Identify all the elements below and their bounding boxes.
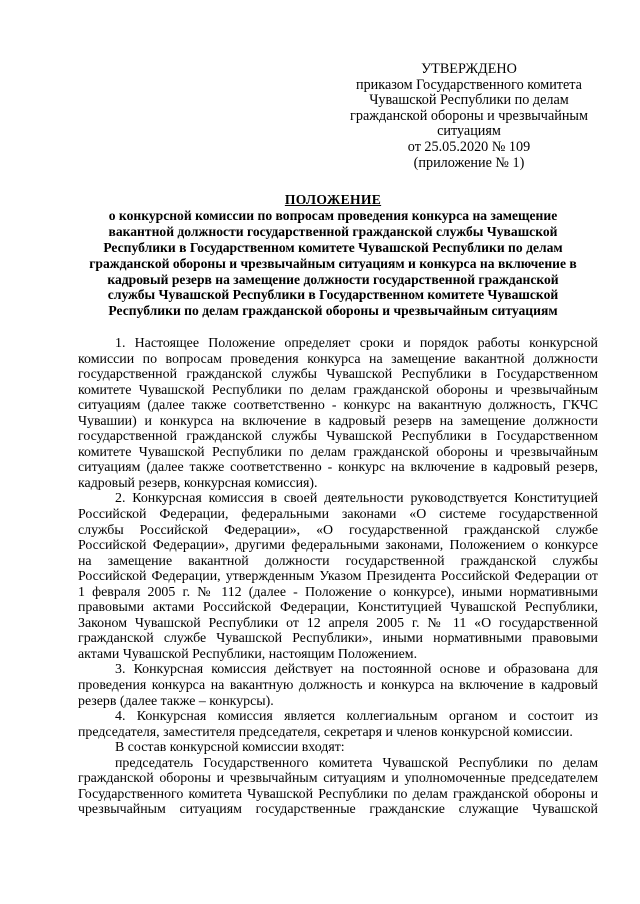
paragraph-2-line: Законом Чувашской Республики от 12 апреля 2005 г. № 11 «О государственной xyxy=(78,615,598,631)
approval-stamp xyxy=(338,62,600,171)
paragraph-3-line: резерв (далее также – конкурсы). xyxy=(78,693,274,709)
paragraph-2-line: Российской Федерации, утвержденным Указом Президента Российской Федерации от xyxy=(78,569,598,585)
document-title-block xyxy=(70,192,596,319)
paragraph-1-line: государственной гражданской службы Чувашской Республики в Государственном xyxy=(78,367,598,383)
title-line: кадровый резерв на замещение должности государственной гражданской xyxy=(107,271,559,287)
paragraph-2-line: службы Российской Федерации», «О государственной гражданской службе xyxy=(78,522,598,538)
paragraph-6-line: гражданской обороны и чрезвычайным ситуациям и уполномоченные председателем xyxy=(78,771,598,787)
title-line: вакантной должности государственной гражданской службы Чувашской xyxy=(108,223,558,239)
paragraph-6-line: председатель Государственного комитета Чувашской Республики по делам xyxy=(115,755,598,771)
approval-line: приказом Государственного комитета xyxy=(356,76,582,93)
document-body xyxy=(78,336,598,818)
paragraph-2-line: Российской Федерации», другими федеральными законами, Положением о конкурсе xyxy=(78,538,598,554)
paragraph-2-line: правовыми актами Российской Федерации, Конституцией Чувашской Республики, xyxy=(78,600,598,616)
approval-line: УТВЕРЖДЕНО xyxy=(421,61,517,77)
paragraph-3-line: проведения конкурса на вакантную должность и конкурса на включение в кадровый xyxy=(78,678,598,694)
title-line: Республики по делам гражданской обороны и чрезвычайным ситуациям xyxy=(108,303,558,319)
paragraph-6-line: чрезвычайным ситуациям государственные гражданские служащие Чувашской xyxy=(78,802,598,818)
paragraph-1-line: ситуациям (далее также соответственно - конкурс на вакантную должность, ГКЧС xyxy=(78,398,598,414)
paragraph-1-line: ситуациям (далее также соответственно - конкурс на включение в кадровый резерв, xyxy=(78,460,598,476)
paragraph-1-line: 1. Настоящее Положение определяет сроки и порядок работы конкурсной xyxy=(115,336,598,351)
paragraph-2-line: 2. Конкурсная комиссия в своей деятельности руководствуется Конституцией xyxy=(115,491,598,507)
paragraph-2-line: Российской Федерации, федеральными законами «О системе государственной xyxy=(78,507,598,523)
approval-line: от 25.05.2020 № 109 xyxy=(407,138,531,155)
document-title: ПОЛОЖЕНИЕ xyxy=(284,192,382,207)
paragraph-6-line: Государственного комитета Чувашской Республики по делам гражданской обороны и xyxy=(78,786,598,802)
paragraph-1-line: государственной гражданской службы Чувашской Республики в Государственном xyxy=(78,429,598,445)
paragraph-1-line: комитете Чувашской Республики по делам гражданской обороны и чрезвычайным xyxy=(78,382,598,398)
paragraph-1-line: комитете Чувашской Республики по делам гражданской обороны и чрезвычайным xyxy=(78,444,598,460)
title-line: Республики в Государственном комитете Чувашской Республики по делам xyxy=(103,239,563,255)
approval-line: ситуациям xyxy=(437,123,501,140)
title-line: о конкурсной комиссии по вопросам проведения конкурса на замещение xyxy=(108,207,558,223)
approval-line: гражданской обороны и чрезвычайным xyxy=(350,107,588,124)
paragraph-2-line: 1 февраля 2005 г. № 112 (далее - Положение о конкурсе), иными нормативными xyxy=(78,584,598,600)
title-line: службы Чувашской Республики в Государственном комитете Чувашской xyxy=(107,287,559,303)
approval-line: (приложение № 1) xyxy=(413,154,525,171)
paragraph-2-line: гражданской службе Чувашской Республики», иными нормативными правовыми xyxy=(78,631,598,647)
paragraph-1-line: Чувашии) и конкурса на включение в кадровый резерв на замещение должности xyxy=(78,413,598,429)
paragraph-2-line: на замещение вакантной должности государственной гражданской службы xyxy=(78,553,598,569)
title-line: гражданской обороны и чрезвычайным ситуациям и конкурса на включение в xyxy=(89,255,577,271)
paragraph-5-line: В состав конкурсной комиссии входят: xyxy=(115,740,345,756)
paragraph-4-line: 4. Конкурсная комиссия является коллегиальным органом и состоит из xyxy=(115,709,598,725)
approval-line: Чувашской Республики по делам xyxy=(369,92,569,109)
paragraph-3-line: 3. Конкурсная комиссия действует на постоянной основе и образована для xyxy=(115,662,598,678)
paragraph-2-line: актами Чувашской Республики, настоящим Положением. xyxy=(78,646,418,662)
paragraph-1-line: комиссии по вопросам проведения конкурса на замещение вакантной должности xyxy=(78,351,598,367)
paragraph-4-line: председателя, заместителя председателя, секретаря и членов конкурсной комиссии. xyxy=(78,724,573,740)
paragraph-1-line: кадровый резерв, конкурсная комиссия). xyxy=(78,475,318,491)
